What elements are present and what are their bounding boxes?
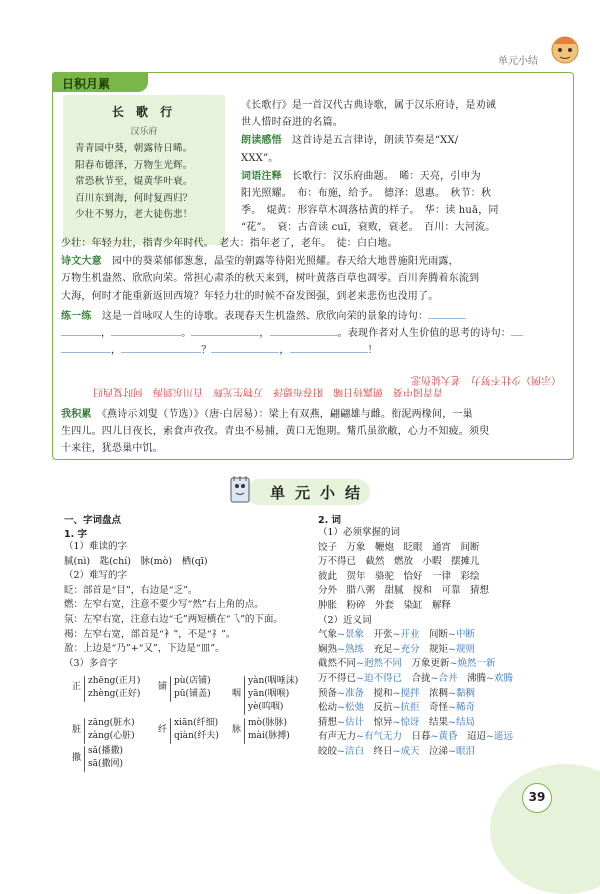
poem-lines: [75, 141, 225, 224]
text-line: 生四儿。四儿日夜长，索食声孜孜。青虫不易捕，黄口无饱期。觜爪虽欲敝，心力不知疲。须臾: [61, 426, 490, 438]
synonym-tilde: ~: [486, 731, 494, 743]
reading-line: [241, 131, 567, 149]
brace: [170, 676, 171, 702]
reading: zhēng(正月): [88, 676, 141, 686]
word-line: 肿胀 粉碎 外套 染缸 解释: [318, 599, 452, 611]
exercise-label: 练一练: [61, 310, 92, 322]
poly-readings: [248, 717, 290, 743]
notebook-icon: [228, 474, 252, 504]
synonym-word: 惊异: [364, 716, 393, 728]
synonym-word: 皎皎: [318, 745, 338, 757]
blank-field[interactable]: [511, 326, 523, 336]
poem-line: 少壮不努力，老大徒伤悲！: [75, 209, 193, 220]
poly-char: 脉: [232, 725, 242, 735]
text-line: 燃：左窄右宽，注意不要少写“然”右上角的点。: [64, 599, 264, 611]
synonym-match: 眼泪: [455, 745, 475, 757]
poly-char: 纤: [158, 725, 168, 735]
synonym-tilde: ~: [356, 658, 364, 670]
synonym-word: 合拢: [402, 672, 431, 684]
reading: sǎ(播撒): [88, 746, 124, 756]
brace: [244, 676, 245, 715]
synonym-word: 松动: [318, 702, 338, 714]
synonym-word: 沸腾: [457, 672, 487, 684]
synonym-word: 万象更新: [402, 658, 450, 670]
synonym-tilde: ~: [449, 658, 458, 670]
brace: [84, 718, 85, 744]
punct: ，: [111, 345, 122, 357]
synonym-tilde: ~: [392, 687, 401, 699]
text-line: 万物生机盎然、欣欣向荣。常担心肃杀的秋天来到，树叶黄落百草也凋零。百川奔腾着东流到: [61, 273, 480, 285]
answer-row: 青青园中葵 朝露待日晞 阳春布德泽 万物生光辉 百川东到海 何时复西归: [93, 386, 443, 397]
synonym-word: 气象: [318, 629, 338, 641]
synonym-match: 焕然一新: [457, 658, 496, 670]
reading: yè(呜咽): [248, 702, 284, 712]
poly-char: 撒: [72, 753, 82, 763]
exercise-blanks: [61, 325, 569, 342]
brace: [244, 718, 245, 744]
text-line: 世人惜时奋进的名篇。: [241, 117, 343, 129]
text-line: 季。 焜黄：形容草木凋落枯黄的样子。 华：读 huā，同: [241, 205, 499, 217]
synonym-match: 结局: [455, 716, 475, 728]
word-review-left: [64, 512, 294, 671]
text-line: 眨：部首是“目”，右边是“乏”。: [64, 584, 198, 596]
poem-title: 长 歌 行: [111, 105, 177, 119]
accum-line: [61, 405, 569, 423]
blank-field[interactable]: [270, 326, 338, 336]
notes-line: [241, 167, 567, 185]
corner-decoration: [490, 764, 600, 894]
blank-field[interactable]: [121, 343, 201, 353]
mascot-icon: [548, 30, 582, 66]
synonym-match: 搅拌: [400, 687, 420, 699]
synonym-word: 奇怪: [419, 702, 449, 714]
synonym-tilde: ~: [448, 745, 456, 757]
accum-text: 《燕诗示刘叟（节选）》（唐·白居易）：梁上有双燕，翩翩雄与雌。衔泥两椽间，一巢: [101, 409, 473, 420]
reading: zàng(心脏): [88, 731, 135, 741]
synonym-tilde: ~: [337, 702, 345, 714]
text-line: （2）难写的字: [64, 570, 128, 582]
poem-line: 常恐秋节至，焜黄华叶衰。: [75, 176, 193, 187]
synonym-tilde: ~: [337, 687, 345, 699]
poly-char: 铺: [158, 682, 168, 692]
synonym-match: 迫不得已: [363, 672, 402, 684]
word-line: 彼此 贺年 骆驼 恰好 一律 彩绘: [318, 570, 480, 582]
subheading: 1. 字: [64, 529, 88, 540]
synonym-tilde: ~: [337, 745, 345, 757]
poly-readings: [248, 675, 298, 714]
poem-body: [61, 235, 569, 359]
synonym-tilde: ~: [448, 687, 456, 699]
meaning-label: 诗文大意: [61, 256, 102, 268]
poem-box: [63, 95, 225, 245]
notes-text: 长歌行：汉乐府曲题。 晞：天亮，引申为: [292, 170, 481, 182]
word-line: 万不得已 截然 燃放 小暇 摆摊儿: [318, 556, 480, 568]
synonym-word: 反抗: [364, 702, 393, 714]
synonym-match: 洁白: [344, 745, 364, 757]
panel-tab: 日积月累: [52, 72, 148, 92]
synonym-match: 景象: [344, 629, 364, 641]
synonym-tilde: ~: [392, 629, 401, 641]
synonym-list: [318, 628, 558, 759]
synonym-match: 稀奇: [455, 702, 475, 714]
synonym-tilde: ~: [392, 716, 401, 728]
punct: ，: [279, 345, 290, 357]
reading: pū(铺盖): [174, 689, 211, 699]
synonym-tilde: ~: [430, 672, 439, 684]
synonym-word: 娴熟: [318, 643, 338, 655]
poly-readings: [88, 745, 123, 771]
text-line: 阳光照耀。 布：布施，给予。 德泽：恩惠。 秋节：秋: [241, 188, 492, 200]
answer-text: 少壮不努力 老大徒伤悲: [411, 374, 521, 385]
brace: [170, 718, 171, 744]
synonym-match: 开业: [400, 629, 420, 641]
section-heading: 一、字词盘点: [64, 515, 122, 526]
exercise-blanks-2: [61, 342, 569, 359]
synonym-match: 抗拒: [400, 702, 420, 714]
text-line: 褐：左窄右宽，部首是“衤”，不是“礻”。: [64, 628, 236, 640]
synonym-tilde: ~: [448, 643, 456, 655]
text-line: （2）近义词: [318, 614, 372, 626]
synonym-tilde: ~: [392, 745, 401, 757]
synonym-word: 结果: [419, 716, 449, 728]
synonym-tilde: ~: [448, 629, 456, 641]
poem-line: 青青园中葵，朝露待日晞。: [75, 143, 193, 154]
subheading: 2. 词: [318, 515, 342, 526]
text-line: 大海，何时才能重新返回西境？年轻力壮的时候不奋发图强，到老来悲伤也没用了。: [61, 290, 439, 302]
reading: yān(咽喉): [248, 689, 290, 699]
synonym-match: 合并: [438, 672, 458, 684]
poly-readings: [88, 675, 140, 701]
synonym-row: [318, 716, 558, 731]
text-line: 少壮：年轻力壮，指青少年时代。 老大：指年老了，老年。 徒：白白地。: [61, 238, 398, 249]
synonym-row: [318, 672, 558, 687]
text-line: 盈：上边是“乃”+“又”，下边是“皿”。: [64, 643, 225, 655]
word-line: 分外 腊八粥 甜腻 搅和 可靠 猜想: [318, 585, 490, 597]
reading: sā(撒网): [88, 759, 124, 769]
word-line: 饺子 万象 鞭炮 眨眼 通宵 间断: [318, 541, 480, 553]
reading-label: 朗读感悟: [241, 135, 282, 147]
blank-field[interactable]: [290, 343, 368, 353]
reading: mài(脉搏): [248, 731, 290, 741]
synonym-match: 有气无力: [363, 731, 402, 743]
notes-label: 词语注释: [241, 170, 282, 182]
synonym-word: 迢迢: [457, 731, 487, 743]
accum-label: 我积累: [61, 409, 92, 420]
poly-char: 脏: [72, 725, 82, 735]
text-line: “花”。 衰：古音读 cuī，衰败，衰老。 百川：大河流。: [241, 222, 496, 234]
exercise-line: [61, 307, 569, 325]
synonym-tilde: ~: [356, 731, 364, 743]
synonym-match: 准备: [344, 687, 364, 699]
synonym-row: [318, 628, 558, 643]
reading: zhèng(正好): [88, 689, 141, 699]
poly-readings: [174, 717, 219, 743]
text-line: （3）多音字: [64, 657, 118, 669]
upside-down-answer: [63, 373, 563, 397]
synonym-match: 黄昏: [438, 731, 458, 743]
text-line: （1）必须掌握的词: [318, 527, 401, 538]
synonym-word: 开张: [364, 629, 393, 641]
synonym-match: 规则: [455, 643, 475, 655]
reading: qiàn(纤夫): [174, 731, 219, 741]
text-line: （1）难读的字: [64, 541, 128, 552]
brace: [84, 746, 85, 772]
blank-field[interactable]: [111, 326, 181, 336]
blank-field[interactable]: [428, 309, 466, 319]
poem-line: 阳春布德泽，万物生光辉。: [75, 159, 193, 171]
synonym-row: [318, 745, 558, 760]
synonym-word: 有声无力: [318, 731, 357, 743]
synonym-row: [318, 687, 558, 702]
poem-intro: [241, 97, 567, 237]
synonym-match: 估计: [344, 716, 364, 728]
synonym-word: 终日: [364, 745, 393, 757]
synonym-tilde: ~: [356, 672, 364, 684]
summary-title: 单元小结: [270, 484, 371, 502]
synonym-row: [318, 643, 558, 658]
daily-accumulation-panel: [52, 72, 574, 460]
synonym-word: 规矩: [419, 643, 449, 655]
accumulation: [61, 405, 569, 458]
page-number: 39: [522, 783, 552, 813]
text-line: 腻(nì) 匙(chí) 脉(mò) 栖(qī): [64, 555, 208, 567]
blank-field[interactable]: [211, 343, 279, 353]
synonym-word: 间断: [419, 629, 449, 641]
synonym-match: 熟练: [344, 643, 364, 655]
synonym-match: 充分: [400, 643, 420, 655]
reading: yàn(咽唾沫): [248, 676, 299, 686]
poly-char: 咽: [232, 689, 242, 699]
punct: ，: [101, 328, 112, 340]
text-line: 十来往，犹恐巢中饥。: [61, 443, 163, 455]
blank-field[interactable]: [61, 343, 111, 353]
synonym-tilde: ~: [430, 731, 439, 743]
synonym-tilde: ~: [448, 716, 456, 728]
synonym-row: [318, 657, 558, 672]
word-review-right: [318, 512, 558, 760]
poly-char: 正: [72, 682, 82, 692]
meaning-line: [61, 252, 569, 270]
reading: zāng(脏水): [88, 718, 135, 728]
blank-field[interactable]: [191, 326, 259, 336]
synonym-match: 欢腾: [493, 672, 513, 684]
poly-readings: [88, 717, 135, 743]
punct: ，: [259, 328, 270, 340]
reading: pù(店铺): [174, 676, 211, 686]
poly-readings: [174, 675, 211, 701]
reading: mò(脉脉): [248, 718, 287, 728]
synonym-tilde: ~: [392, 702, 401, 714]
punct: ！: [367, 345, 378, 357]
poem-line: 百川东到海，何时复西归？: [75, 192, 193, 204]
synonym-word: 截然不同: [318, 658, 357, 670]
synonym-word: 搅和: [364, 687, 393, 699]
reading: xiān(纤细): [174, 718, 219, 728]
unit-summary-label: 单元小结: [498, 56, 538, 67]
synonym-tilde: ~: [337, 643, 345, 655]
synonym-word: 万不得已: [318, 672, 357, 684]
synonym-word: 泣涕: [419, 745, 449, 757]
synonym-tilde: ~: [337, 629, 345, 641]
synonym-match: 迥然不同: [363, 658, 402, 670]
answer-paren: （示例）: [521, 374, 561, 385]
synonym-word: 充足: [364, 643, 393, 655]
synonym-tilde: ~: [392, 643, 401, 655]
synonym-match: 惊讶: [400, 716, 420, 728]
synonym-match: 遥远: [493, 731, 513, 743]
reading-text: 这首诗是五言律诗，朗读节奏是“XX/: [292, 135, 459, 147]
synonym-match: 中断: [455, 629, 475, 641]
answer-row-2: [411, 373, 561, 385]
synonym-word: 猜想: [318, 716, 338, 728]
exercise-text: 这是一首咏叹人生的诗歌。表现春天生机盎然、欣欣向荣的景象的诗句：: [101, 310, 429, 322]
text-line: 《长歌行》是一首汉代古典诗歌，属于汉乐府诗，是劝诫: [241, 100, 496, 111]
meaning-text: 园中的葵菜郁郁葱葱，晶莹的朝露等待阳光照耀。春天给大地普施阳光雨露，: [112, 256, 459, 268]
synonym-word: 预备: [318, 687, 338, 699]
poem-author: 汉乐府: [130, 127, 158, 137]
synonym-row: [318, 730, 558, 745]
synonym-match: 松弛: [344, 702, 364, 714]
punct: 。: [181, 328, 192, 340]
punct: ？: [201, 345, 212, 357]
brace: [84, 676, 85, 702]
synonym-tilde: ~: [337, 716, 345, 728]
exercise-tail: 。表现作者对人生价值的思考的诗句：: [337, 328, 512, 340]
synonym-tilde: ~: [486, 672, 494, 684]
synonym-row: [318, 701, 558, 716]
text-line: XXX”。: [241, 152, 279, 164]
synonym-tilde: ~: [448, 702, 456, 714]
synonym-word: 日暮: [402, 731, 431, 743]
text-line: 氛：左窄右宽，注意右边“乇”两短横在“乁”的下面。: [64, 613, 283, 625]
synonym-word: 浓稠: [419, 687, 449, 699]
blank-field[interactable]: [61, 326, 101, 336]
synonym-match: 成天: [400, 745, 420, 757]
synonym-match: 黏稠: [455, 687, 475, 699]
